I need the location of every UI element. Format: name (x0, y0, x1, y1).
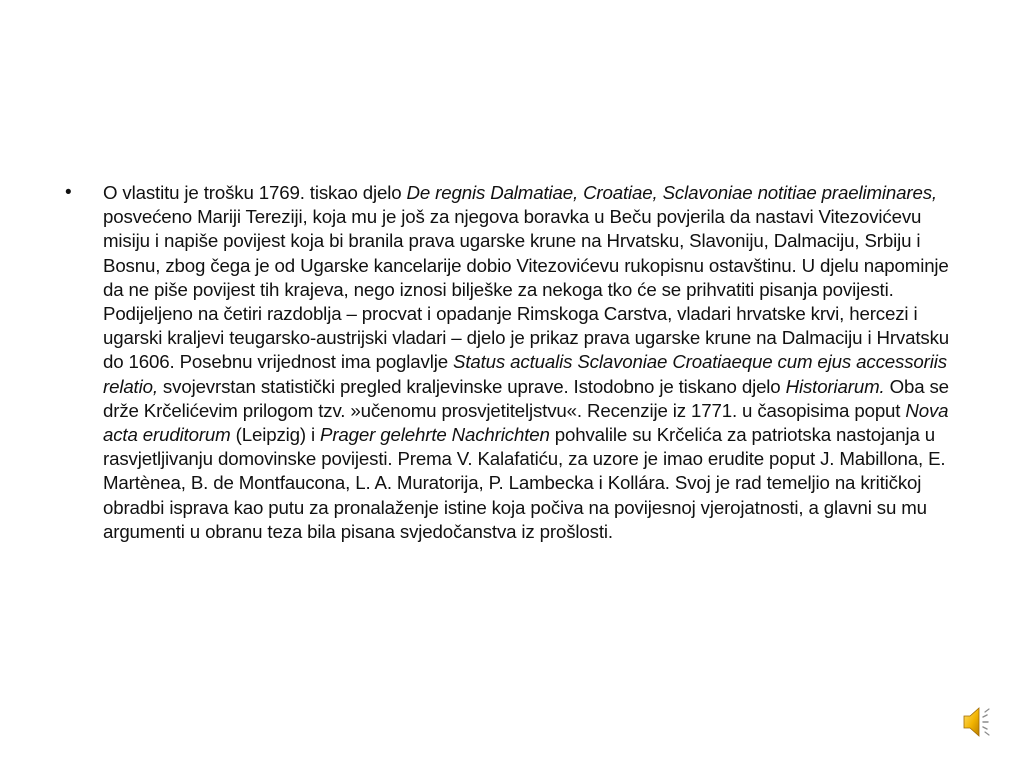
text-segment: svojevrstan statistički pregled kraljevinske uprave. Istodobno je tiskano djelo (157, 375, 786, 397)
text-segment: pohvalile su Krčelića za patriotska nastojanja u rasvjetljivanju domovinske povijesti. Prema V. Kalafatiću, za uzore je imao erudite poput J. Mabillona, E. Martènea, B. de Montfaucona, L. A. Muratorija, P. Lambecka i Kollára. Svoj je rad temeljio na kritičkoj obradbi isprava kao putu za pronalaženje istine koja počiva na povijesnoj vjerojatnosti, a glavni su mu argumenti u obranu teza bila pisana svjedočanstva iz prošlosti. (103, 424, 946, 542)
italic-title-prager: Prager gelehrte Nachrichten (320, 424, 550, 446)
text-segment: posvećeno Mariji Tereziji, koja mu je još za njegova boravka u Beču povjerila da nastavi Vitezovićevu misiju i napiše povijest koja bi branila prava ugarske krune na Hrvatsku, Slavoniju, Dalmaciju, Srbiju i Bosnu, zbog čega je od Ugarske kancelarije dobio Vitezovićevu rukopisnu ostavštinu. U djelu napominje da ne piše povijest tih krajeva, nego iznosi bilješke za nekoga tko će se prihvatiti pisanja povijesti. Podijeljeno na četiri razdoblja – procvat i opadanje Rimskoga Carstva, vladari hrvatske krvi, hercezi i ugarski kraljevi teugarsko-austrijski vladari – djelo je prikaz prava ugarske krune na Dalmaciju i Hrvatsku do 1606. Posebnu vrijednost ima poglavlje (103, 206, 950, 373)
bullet-text (103, 181, 963, 544)
sound-wave-5 (985, 732, 989, 735)
sound-wave-3 (983, 727, 987, 729)
text-segment: Oba se drže Krčelićevim prilogom tzv. »učenomu prosvjetiteljstvu«. Recenzije iz 1771. u časopisima poput (103, 375, 949, 421)
speaker-icon[interactable] (960, 702, 994, 742)
speaker-body (964, 708, 979, 736)
italic-title-de-regnis: De regnis Dalmatiae, Croatiae, Sclavoniae notitiae praeliminares, (406, 182, 937, 203)
text-segment: O vlastitu je trošku 1769. tiskao djelo (103, 182, 407, 203)
sound-wave-4 (985, 709, 989, 712)
sound-wave-1 (983, 715, 987, 717)
speaker-icon-graphic (960, 702, 994, 742)
italic-title-status-actualis: Status actualis Sclavoniae Croatiaeque cum ejus accessoriis relatio, (103, 351, 947, 397)
bullet-paragraph (63, 181, 963, 544)
italic-title-nova-acta: Nova acta eruditorum (103, 399, 949, 446)
bullet-marker: • (65, 182, 72, 203)
text-segment: (Leipzig) i (230, 424, 321, 446)
italic-title-historiarum: Historiarum. (785, 375, 885, 397)
